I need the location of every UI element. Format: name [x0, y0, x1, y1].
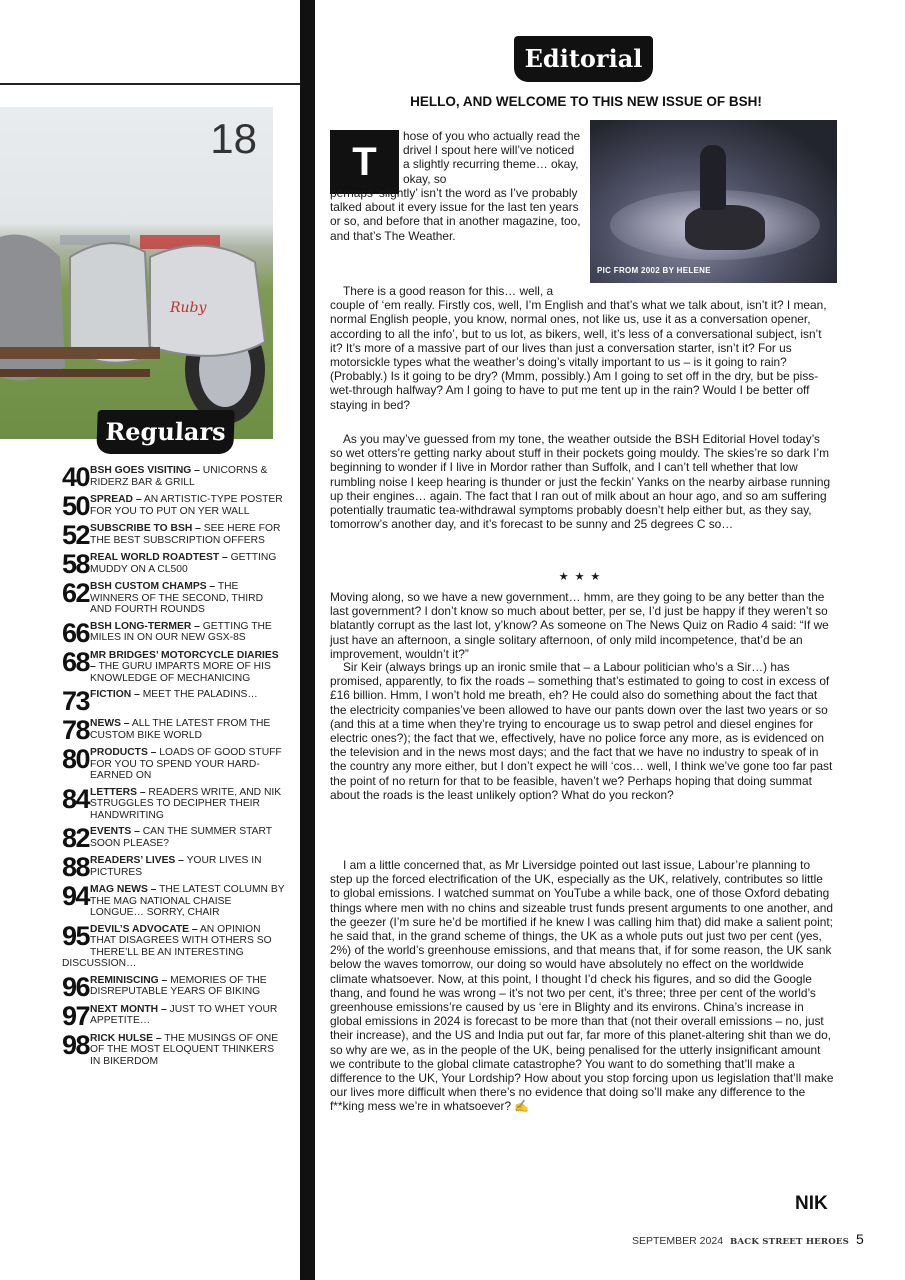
list-item[interactable] [62, 1000, 287, 1031]
page-number: 5 [856, 1231, 864, 1247]
page-number: 96 [62, 971, 90, 1002]
item-description: AN ARTISTIC-TYPE POSTER FOR YOU TO PUT ON YER WALL [90, 494, 283, 517]
item-title: BSH GOES VISITING – [90, 465, 200, 476]
item-description: THE WINNERS OF THE SECOND, THIRD AND FOURTH ROUNDS [90, 581, 264, 615]
issue-date: SEPTEMBER 2024 [632, 1235, 724, 1247]
item-title: MAG NEWS – [90, 884, 157, 895]
list-item[interactable] [62, 491, 287, 521]
paragraph-body: As you may’ve guessed from my tone, the weather outside the BSH Editorial Hovel today’s so wet otters’re getting narky about stuff in their pockets going mouldy. The skies’re so dark I’m beginning to wonder if I live in Mordor rather than Suffolk, and I can’t tell whether that low rumbling noise I keep hearing is thunder or just the feckin’ Yanks on the nearby airbase running up their engines… again. The fact that I ran out of milk about an hour ago, and so am suffering potentially traumatic tea-withdrawal symptoms probably doesn’t help either but, as they say, tomorrow’s another day, and it’s forecast to be sunny and 25 degrees C so… [330, 432, 831, 532]
item-title: SPREAD – [90, 494, 142, 505]
item-title: EVENTS – [90, 826, 140, 837]
page-number: 58 [62, 549, 90, 579]
paragraph-body: couple of ‘em really. Firstly cos, well, I’m English and that’s what we talk about, isn’t it? I mean, normal English people, you know, normal ones, not like us, use it as a conversation opener, according to all the info’, but to us lot, as bikers, well, it’s less of a conversational subject, isn’t it? It’s more of a massive part of our lives than just a conversation starter, isn’t it? For us motorsickle types what the weather’s doing’s vitally important to us – is it going to rain? (Probably.) Is it going to be dry? (Mmm, possibly.) Am I going to set off in the dry, but be piss-wet-through halfway? Am I going to have to put me tent up in the rain? Would I be better off staying in bed? [330, 298, 827, 412]
item-description: THE LATEST COLUMN BY THE MAG NATIONAL CHAISE LONGUE… SORRY, CHAIR [90, 884, 285, 918]
list-item[interactable] [62, 1029, 287, 1068]
svg-text:Ruby: Ruby [170, 300, 207, 316]
page-number: 88 [62, 852, 90, 882]
item-description: READERS WRITE, AND NIK STRUGGLES TO DECIPHER THEIR HANDWRITING [90, 786, 282, 821]
regulars-heading: Regulars [96, 410, 235, 454]
item-description: THE GURU IMPARTS MORE OF HIS KNOWLEDGE OF MECHANICING [90, 661, 271, 684]
list-item[interactable] [62, 744, 287, 782]
item-title: READERS’ LIVES – [90, 855, 184, 866]
item-description: YOUR LIVES IN PICTURES [90, 855, 262, 878]
item-title: FICTION – [90, 689, 140, 700]
paragraph-body: Moving along, so we have a new government… hmm, are they going to be any better than the last government? I don’t know so much about better, per se, I’d just be happy if they weren’t so blatantly corrupt as the last lot, y’know? As someone on The News Quiz on Radio 4 said: “If we just have an afternoon, a single solitary afternoon, of only mild incompetence, that’d be an improvement, wouldn’t it?” [330, 590, 829, 661]
page-number: 78 [62, 715, 90, 745]
item-title: NEWS – [90, 718, 130, 729]
page-number: 68 [62, 646, 90, 677]
paragraph-emissions [330, 858, 835, 1114]
page-number: 52 [62, 520, 90, 550]
item-title: MR BRIDGES’ MOTORCYCLE DIARIES – [90, 649, 279, 672]
paragraph-government [330, 590, 835, 661]
item-description: AN OPINION THAT DISAGREES WITH OTHERS SO THERE’LL BE AN INTERESTING DISCUSSION… [62, 923, 272, 969]
list-item[interactable] [62, 686, 287, 716]
intro-text: hose of you who actually read the drivel I spout here will’ve noticed a slightly recurring theme… okay, okay, so [403, 129, 581, 186]
list-item[interactable] [62, 715, 287, 745]
page-number: 94 [62, 881, 90, 911]
list-item[interactable] [62, 881, 287, 919]
page-number: 66 [62, 617, 90, 648]
list-item[interactable] [62, 971, 287, 1002]
item-description: ALL THE LATEST FROM THE CUSTOM BIKE WORLD [90, 718, 271, 741]
item-description: MEET THE PALADINS… [139, 689, 258, 700]
item-title: DEVIL’S ADVOCATE – [90, 923, 198, 935]
list-item[interactable] [62, 578, 287, 616]
item-description: JUST TO WHET YOUR APPETITE… [90, 1003, 278, 1026]
section-break-stars: ★★★ [558, 571, 607, 583]
editor-photo [590, 120, 837, 283]
page-number: 73 [62, 686, 90, 716]
intro-text-continued: perhaps ‘slightly’ isn’t the word as I’ve probably talked about it every issue for the last ten years or so, and before that in another magazine, too, and that’s The Weather. [330, 186, 581, 243]
item-description: LOADS OF GOOD STUFF FOR YOU TO SPEND YOUR HARD-EARNED ON [90, 747, 282, 781]
rider-shape [700, 145, 726, 210]
editorial-headline: HELLO, AND WELCOME TO THIS NEW ISSUE OF BSH! [410, 94, 762, 109]
item-title: NEXT MONTH – [90, 1003, 167, 1015]
item-description: CAN THE SUMMER START SOON PLEASE? [90, 826, 272, 849]
item-description: UNICORNS & RIDERZ BAR & GRILL [90, 465, 268, 488]
page-number: 98 [62, 1029, 90, 1060]
page-footer [632, 1231, 864, 1247]
list-item[interactable] [62, 920, 287, 970]
column-divider-bar [300, 0, 315, 1280]
page-number: 82 [62, 823, 90, 853]
regulars-list [62, 462, 287, 1072]
page-number: 84 [62, 783, 90, 814]
drop-cap: T [330, 130, 399, 194]
paragraph-lead: There is a good reason for this… well, a [343, 284, 554, 298]
paragraph-weather-reason [330, 284, 835, 412]
photo-caption: PIC FROM 2002 BY HELENE [597, 266, 711, 275]
item-title: REAL WORLD ROADTEST – [90, 552, 228, 563]
paragraph-body: I am a little concerned that, as Mr Liversidge pointed out last issue, Labour’re planning to step up the forced electrification of the UK, especially as the UK, relatively, contributes so little to global emissions. I watched summat on YouTube a while back, one of those Oxford debating things where men with no chins and sizeable trust funds present arguments to one another, and the geezer (I’m sure he’d be mortified if he knew I was calling him that) did make a salient point; he said that, in the grand scheme of things, the UK as a whole puts out just two per cent (yes, 2%) of the world’s greenhouse emissions, and that means that, if for some reason, the UK sank below the waves tomorrow, our doing so would have absolutely no effect on the worldwide climate whatsoever. Now, at this point, I thought I’d check his figures, and so did the Google thang, and found he was wrong – it’s not two per cent, it’s three; three per cent of the world’s greenhouse emissions’re caused by us ‘ere in Blighty and its environs. China’s increase in global emissions in 2024 is forecast to be more than that (not their overall emissions – no, just their increase), and the US and India put out far, far more of this planet-altering shit than we do, so why are we, as in the people of the UK, being penalised for the utterly insignificant amount we contribute to the global climate catastrophe? You want to do something that’ll make a difference to the UK, Your Lordship? How about you stop forcing upon us legislation that’ll make our lives more difficult when there’s no evidence that doing so’ll make any difference to the f**king mess we’re in whatsoever? ✍ [330, 858, 834, 1114]
item-title: REMINISCING – [90, 974, 168, 986]
page-number: 97 [62, 1000, 90, 1031]
list-item[interactable] [62, 462, 287, 492]
list-item[interactable] [62, 520, 287, 550]
photo-page-number: 18 [210, 115, 257, 162]
item-title: LETTERS – [90, 786, 146, 798]
item-title: BSH CUSTOM CHAMPS – [90, 581, 216, 592]
editorial-heading: Editorial [514, 36, 653, 82]
item-title: BSH LONG-TERMER – [90, 620, 200, 632]
page-number: 62 [62, 578, 90, 608]
list-item[interactable] [62, 823, 287, 853]
page-number: 95 [62, 920, 90, 951]
sidecar-bike-illustration [0, 107, 273, 439]
item-description: MEMORIES OF THE DISREPUTABLE YEARS OF BIKING [90, 974, 267, 997]
top-divider-line [0, 83, 300, 85]
list-item[interactable] [62, 783, 287, 822]
paragraph-editorial-hovel [330, 432, 835, 531]
item-description: GETTING THE MILES IN ON OUR NEW GSX-8S [90, 620, 272, 643]
magazine-name: BACK STREET HEROES [729, 1237, 850, 1247]
item-title: RICK HULSE – [90, 1032, 162, 1044]
cover-bike-photo [0, 107, 273, 439]
item-title: PRODUCTS – [90, 747, 157, 758]
motorbike-shape [685, 205, 765, 250]
list-item[interactable] [62, 646, 287, 685]
item-description: SEE HERE FOR THE BEST SUBSCRIPTION OFFERS [90, 523, 281, 546]
page-number: 50 [62, 491, 90, 521]
item-title: SUBSCRIBE TO BSH – [90, 523, 201, 534]
page-number: 80 [62, 744, 90, 774]
author-signature: NIK [795, 1193, 828, 1214]
page-number: 40 [62, 462, 90, 492]
item-description: GETTING MUDDY ON A CL500 [90, 552, 277, 575]
paragraph-body: Sir Keir (always brings up an ironic smile that – a Labour politician who’s a Sir…) has promised, apparently, to fix the roads – something that’s estimated to going to cost in excess of £16 billion. Hmm, I won’t hold me breath, eh? He could also do something about the fact that the electricity companies’ve been allowed to have our pants down over the last two years or so (and this at a time when they’re trying to encourage us to swap petrol and diesel engines for electric ones?); the fact that we, effectively, have no police force any more, as is evidenced on the television and in the news most days; and the fact that we have no industry to speak of in the country any more either, but I don’t expect he will ‘cos… well, I think we’ve gone too far past the point of no return for that to be feasible, haven’t we? Perhaps hoping that doing summat about the roads is the least unlikely option? What do you reckon? [330, 660, 833, 802]
item-description: THE MUSINGS OF ONE OF THE MOST ELOQUENT THINKERS IN BIKERDOM [90, 1032, 279, 1067]
contents-column [0, 0, 300, 1280]
list-item[interactable] [62, 617, 287, 648]
paragraph-roads [330, 660, 835, 802]
list-item[interactable] [62, 549, 287, 579]
list-item[interactable] [62, 852, 287, 882]
